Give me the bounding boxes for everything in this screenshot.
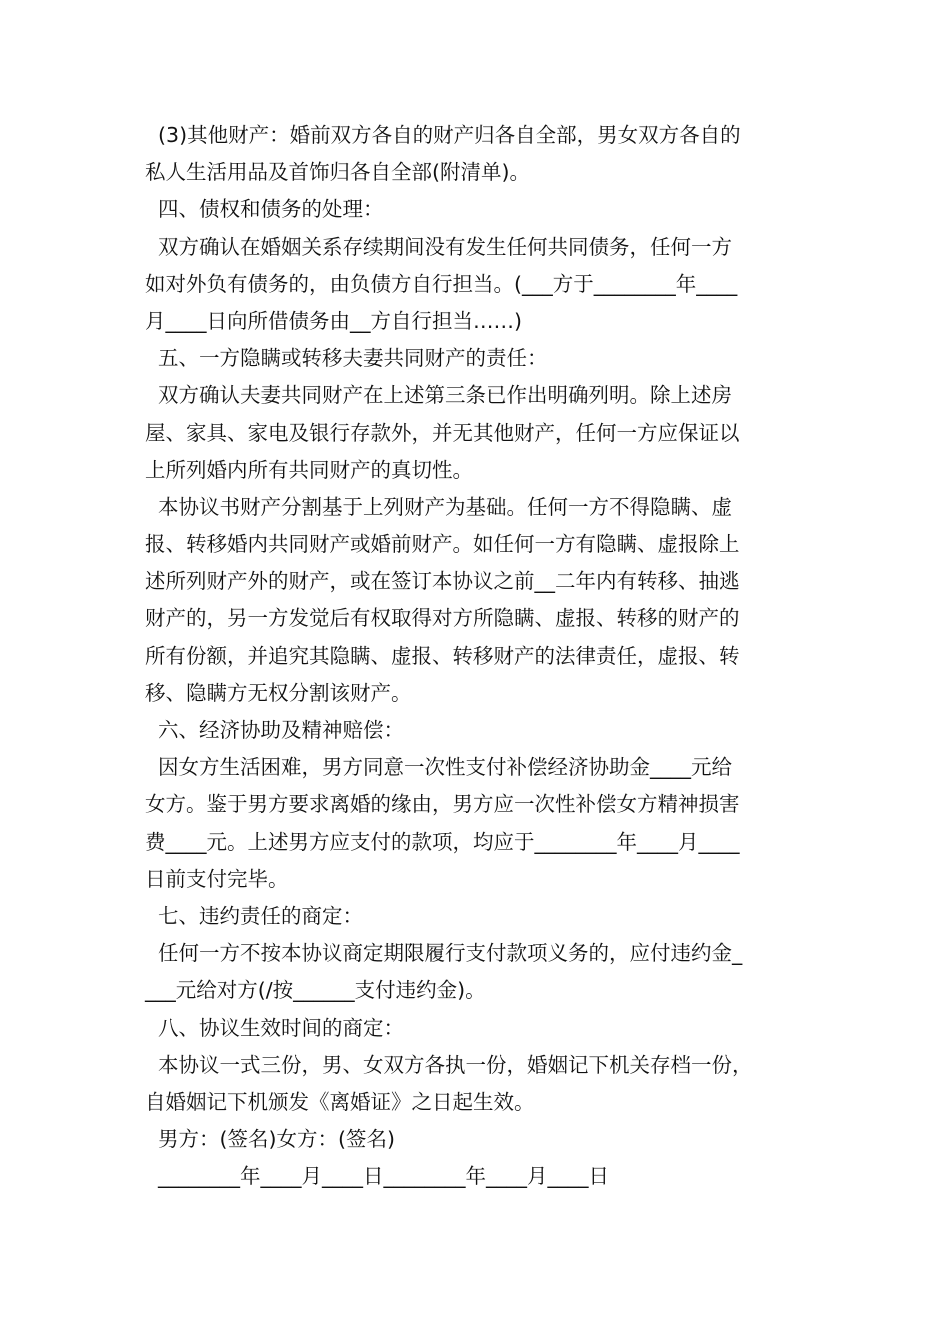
text-line: 本协议一式三份，男、女双方各执一份，婚姻记下机关存档一份， <box>145 1052 753 1077</box>
date-line: ________年____月____日________年____月____日 <box>145 1164 610 1189</box>
text-line: 如对外负有债务的，由负债方自行担当。(___方于________年____ <box>145 271 738 296</box>
text-line: 月____日向所借债务由__方自行担当……) <box>145 308 522 333</box>
text-line: 所有份额，并追究其隐瞒、虚报、转移财产的法律责任，虚报、转 <box>145 643 740 668</box>
text-line: 双方确认在婚姻关系存续期间没有发生任何共同债务，任何一方 <box>145 234 733 259</box>
text-line: (3)其他财产：婚前双方各自的财产归各自全部，男女双方各自的 <box>145 123 741 147</box>
text-line: 费____元。上述男方应支付的款项，均应于________年____月____ <box>145 829 740 854</box>
text-line: 私人生活用品及首饰归各自全部(附清单)。 <box>145 160 530 185</box>
text-line: 任何一方不按本协议商定期限履行支付款项义务的，应付违约金_ <box>145 941 743 966</box>
section-heading: 五、一方隐瞒或转移夫妻共同财产的责任： <box>145 346 548 371</box>
section-heading: 六、经济协助及精神赔偿： <box>145 718 405 742</box>
text-line: 报、转移婚内共同财产或婚前财产。如任何一方有隐瞒、虚报除上 <box>145 532 740 557</box>
text-line: 上所列婚内所有共同财产的真切性。 <box>145 457 473 482</box>
text-line: 双方确认夫妻共同财产在上述第三条已作出明确列明。除上述房 <box>145 383 733 408</box>
section-heading: 四、债权和债务的处理： <box>145 197 384 222</box>
text-line: 述所列财产外的财产，或在签订本协议之前__二年内有转移、抽逃 <box>145 569 740 594</box>
text-line: 本协议书财产分割基于上列财产为基础。任何一方不得隐瞒、虚 <box>145 494 733 519</box>
text-line: 女方。鉴于男方要求离婚的缘由，男方应一次性补偿女方精神损害 <box>145 792 740 817</box>
section-heading: 七、违约责任的商定： <box>145 903 364 928</box>
text-line: 移、隐瞒方无权分割该财产。 <box>145 680 412 705</box>
document-body <box>145 117 810 1195</box>
text-line: 财产的，另一方发觉后有权取得对方所隐瞒、虚报、转移的财产的 <box>145 606 740 631</box>
text-line: ___元给对方(/按______支付违约金)。 <box>145 978 486 1003</box>
section-heading: 八、协议生效时间的商定： <box>145 1015 405 1040</box>
signature-line: 男方：(签名)女方：(签名) <box>145 1127 396 1152</box>
text-line: 屋、家具、家电及银行存款外，并无其他财产，任何一方应保证以 <box>145 420 740 445</box>
text-line: 日前支付完毕。 <box>145 866 289 891</box>
text-line: 因女方生活困难，男方同意一次性支付补偿经济协助金____元给 <box>145 755 733 780</box>
text-line: 自婚姻记下机颁发《离婚证》之日起生效。 <box>145 1089 535 1114</box>
